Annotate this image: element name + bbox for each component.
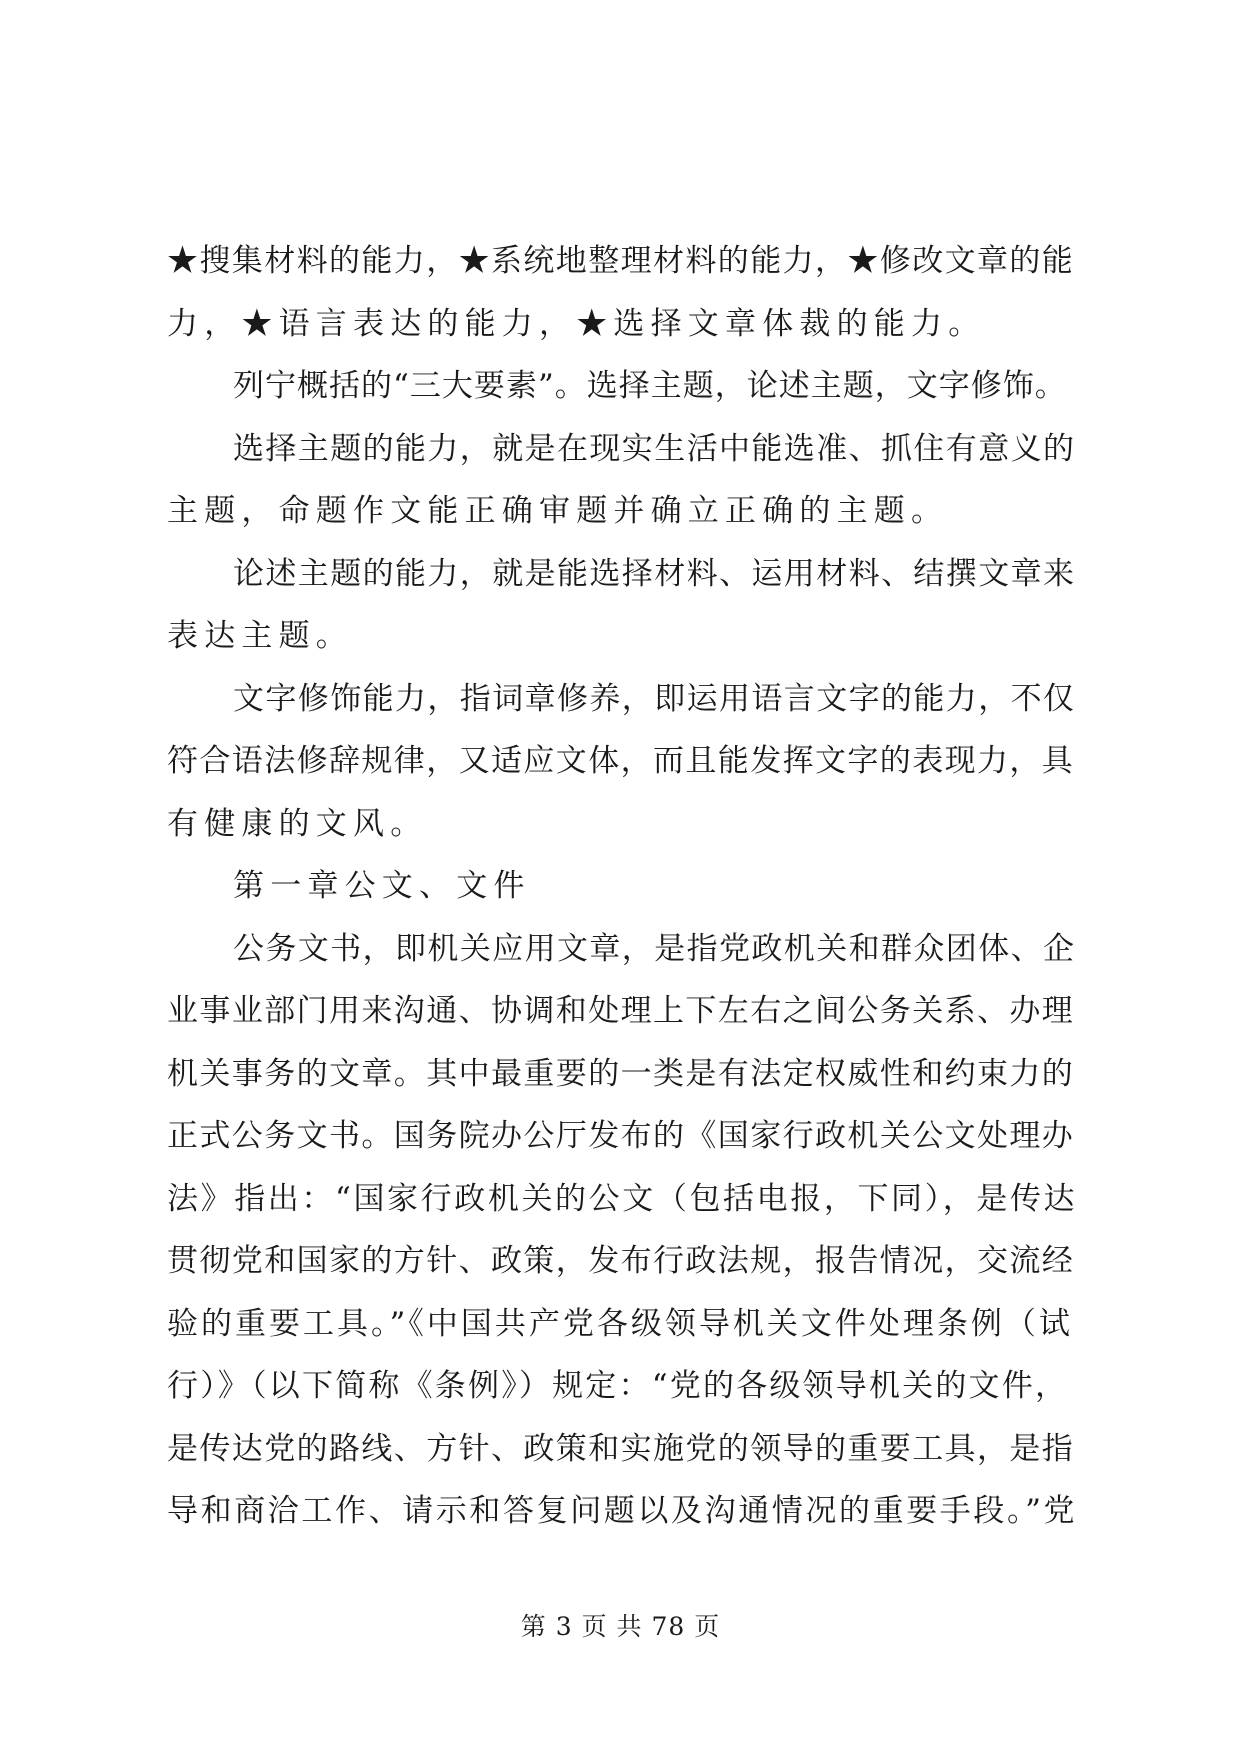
text-line-19: 行）》（以下简称《条例》）规定：“党的各级领导机关的文件， <box>167 1368 1069 1404</box>
text-line-20: 是传达党的路线、方针、政策和实施党的领导的重要工具，是指 <box>167 1430 1075 1467</box>
text-line-6: 论述主题的能力，就是能选择材料、运用材料、结撰文章来 <box>233 555 1076 592</box>
text-line-13: 业事业部门用来沟通、协调和处理上下左右之间公务关系、办理 <box>167 993 1075 1029</box>
text-line-5: 主题，命题作文能正确审题并确立正确的主题。 <box>167 493 949 529</box>
text-line-12: 公务文书，即机关应用文章，是指党政机关和群众团体、企 <box>233 930 1076 967</box>
text-line-16: 法》指出：“国家行政机关的公文（包括电报，下同），是传达 <box>167 1180 1078 1217</box>
text-line-1: ★搜集材料的能力，★系统地整理材料的能力，★修改文章的能 <box>167 243 1075 279</box>
body-text <box>167 230 1077 1543</box>
text-line-7: 表达主题。 <box>167 618 353 654</box>
text-line-15: 正式公务文书。国务院办公厅发布的《国家行政机关公文处理办 <box>167 1118 1075 1154</box>
text-line-17: 贯彻党和国家的方针、政策，发布行政法规，报告情况，交流经 <box>167 1243 1075 1279</box>
text-line-2: 力，★语言表达的能力，★选择文章体裁的能力。 <box>167 305 986 342</box>
text-line-21: 导和商洽工作、请示和答复问题以及沟通情况的重要手段。”党 <box>167 1493 1078 1529</box>
text-line-10: 有健康的文风。 <box>167 805 428 842</box>
text-line-14: 机关事务的文章。其中最重要的一类是有法定权威性和约束力的 <box>167 1055 1075 1092</box>
text-line-4: 选择主题的能力，就是在现实生活中能选准、抓住有意义的 <box>233 430 1076 467</box>
text-line-3: 列宁概括的“三大要素”。选择主题，论述主题，文字修饰。 <box>233 368 1067 404</box>
text-line-8: 文字修饰能力，指词章修养，即运用语言文字的能力，不仅 <box>233 680 1076 717</box>
text-line-9: 符合语法修辞规律，又适应文体，而且能发挥文字的表现力，具 <box>167 743 1075 779</box>
text-line-18: 验的重要工具。”《中国共产党各级领导机关文件处理条例（试 <box>167 1305 1073 1342</box>
chapter-heading: 第一章公文、文件 <box>233 868 531 904</box>
page-footer: 第 3 页 共 78 页 <box>520 1612 721 1641</box>
